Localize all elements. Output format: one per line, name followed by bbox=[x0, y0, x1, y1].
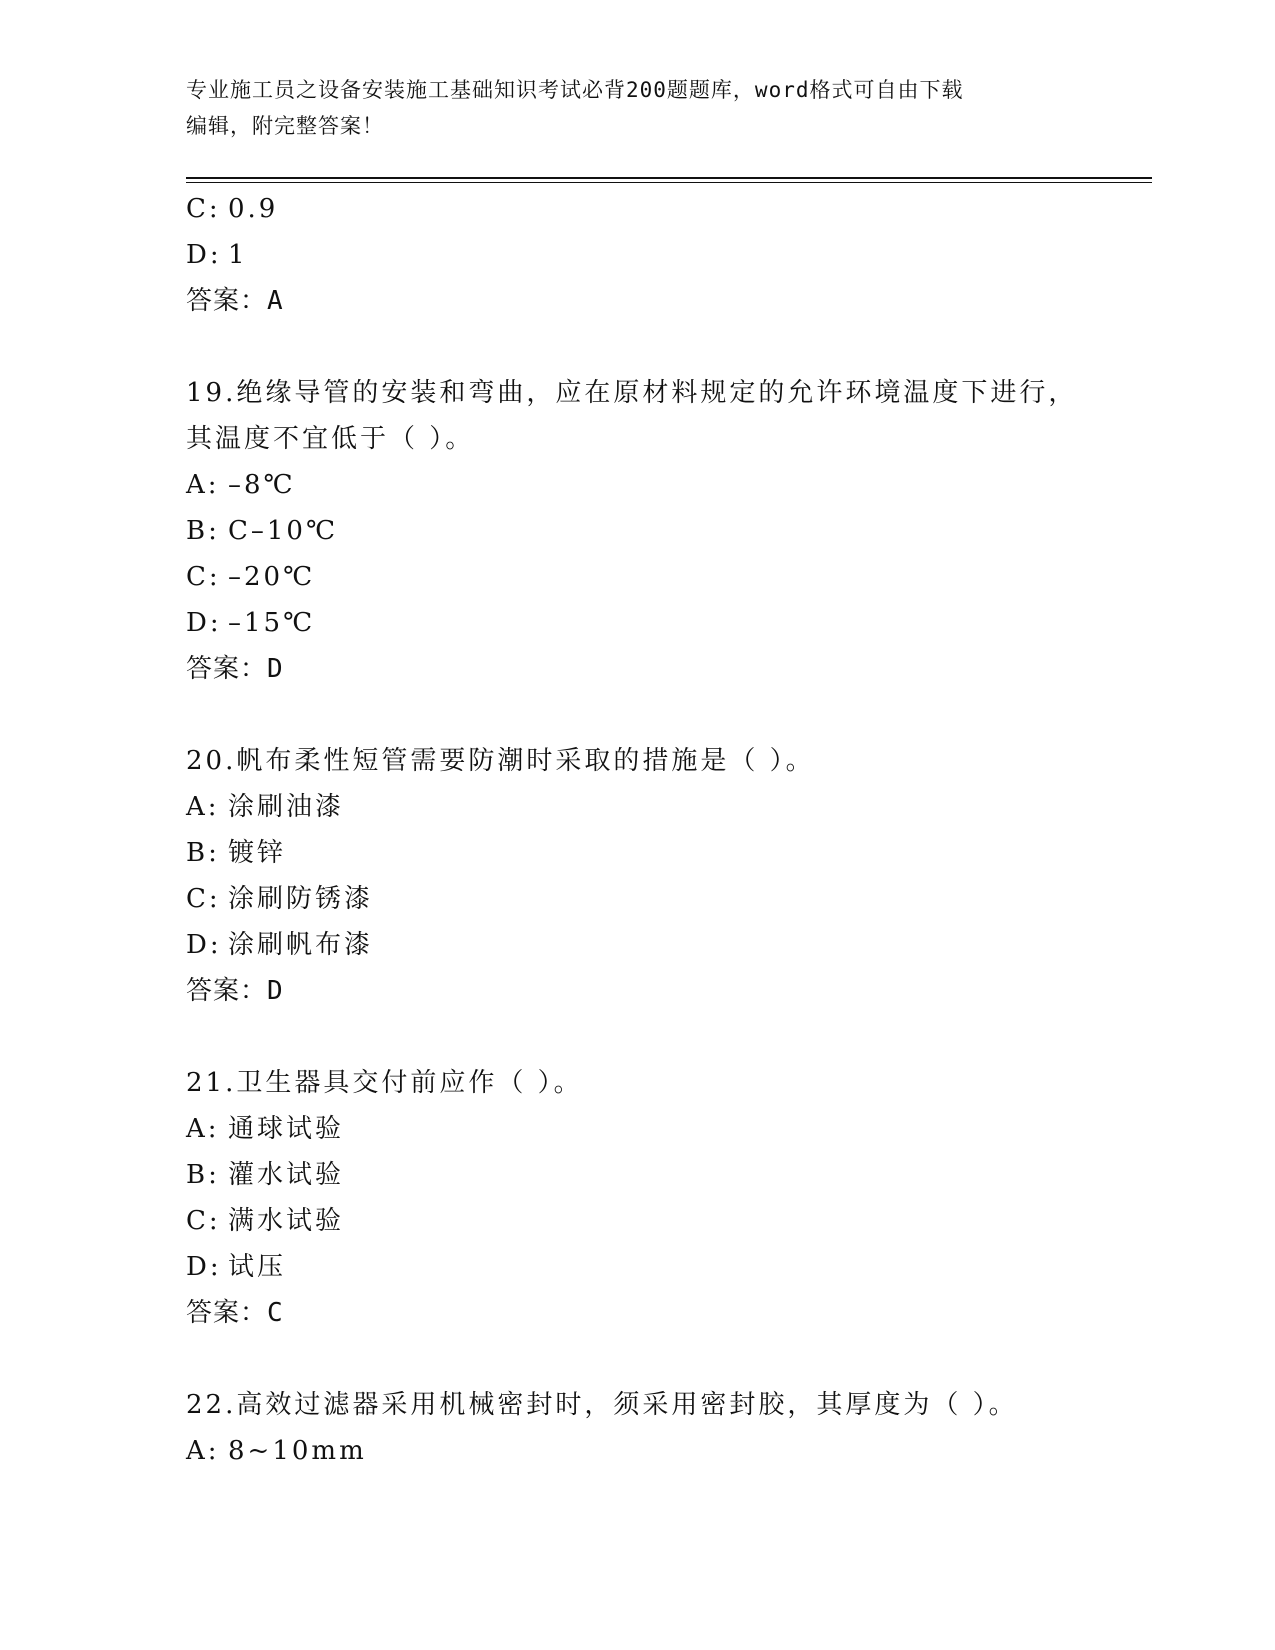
header-divider-thick bbox=[186, 177, 1152, 179]
header-line-1: 专业施工员之设备安装施工基础知识考试必背200题题库，word格式可自由下载 bbox=[186, 78, 964, 102]
option-text: 涂刷油漆 bbox=[228, 792, 345, 822]
option-a bbox=[186, 1428, 1066, 1474]
header-line-2: 编辑，附完整答案！ bbox=[186, 114, 384, 138]
option-d bbox=[186, 1244, 1066, 1290]
option-text: 1 bbox=[228, 240, 248, 270]
spacer bbox=[186, 692, 1066, 738]
option-label: D: bbox=[186, 608, 222, 638]
answer-line: 答案：C bbox=[186, 1298, 284, 1328]
option-label: B: bbox=[186, 1160, 220, 1190]
option-b bbox=[186, 508, 1066, 554]
option-label: A: bbox=[186, 1114, 220, 1144]
option-b bbox=[186, 1152, 1066, 1198]
option-d bbox=[186, 922, 1066, 968]
option-c bbox=[186, 1198, 1066, 1244]
option-text: 灌水试验 bbox=[228, 1160, 345, 1190]
option-text: 镀锌 bbox=[228, 838, 287, 868]
option-label: D: bbox=[186, 240, 222, 270]
option-text: 通球试验 bbox=[228, 1114, 345, 1144]
header-divider-thin bbox=[186, 182, 1152, 183]
option-a bbox=[186, 462, 1066, 508]
option-text: –8℃ bbox=[228, 470, 296, 500]
option-c bbox=[186, 554, 1066, 600]
question-19-stem-line-2: 其温度不宜低于（ ）。 bbox=[186, 424, 475, 454]
option-text: –20℃ bbox=[228, 562, 316, 592]
question-19-stem-line-1: 19.绝缘导管的安装和弯曲，应在原材料规定的允许环境温度下进行， bbox=[186, 378, 1078, 408]
answer-line: 答案：D bbox=[186, 654, 284, 684]
answer-line: 答案：D bbox=[186, 976, 284, 1006]
option-b bbox=[186, 830, 1066, 876]
option-label: C: bbox=[186, 1206, 221, 1236]
option-label: A: bbox=[186, 792, 220, 822]
option-text: 0.9 bbox=[228, 194, 279, 224]
option-text: 试压 bbox=[228, 1252, 287, 1282]
option-label: B: bbox=[186, 516, 220, 546]
option-c bbox=[186, 186, 1066, 232]
option-text: –15℃ bbox=[228, 608, 316, 638]
option-label: A: bbox=[186, 470, 220, 500]
spacer bbox=[186, 1336, 1066, 1382]
option-text: 8~10mm bbox=[228, 1436, 367, 1466]
option-label: C: bbox=[186, 562, 221, 592]
option-a bbox=[186, 1106, 1066, 1152]
option-label: C: bbox=[186, 194, 221, 224]
option-text: 涂刷防锈漆 bbox=[228, 884, 374, 914]
option-label: A: bbox=[186, 1436, 220, 1466]
option-d bbox=[186, 600, 1066, 646]
option-label: D: bbox=[186, 1252, 222, 1282]
page-header bbox=[186, 72, 1066, 144]
option-c bbox=[186, 876, 1066, 922]
question-20-stem: 20.帆布柔性短管需要防潮时采取的措施是（ ）。 bbox=[186, 746, 815, 776]
answer-line: 答案：A bbox=[186, 286, 284, 316]
option-text: C–10℃ bbox=[228, 516, 339, 546]
option-label: B: bbox=[186, 838, 220, 868]
option-d bbox=[186, 232, 1066, 278]
option-label: C: bbox=[186, 884, 221, 914]
question-21-stem: 21.卫生器具交付前应作（ ）。 bbox=[186, 1068, 583, 1098]
option-a bbox=[186, 784, 1066, 830]
option-label: D: bbox=[186, 930, 222, 960]
document-body bbox=[186, 186, 1078, 1474]
spacer bbox=[186, 1014, 1066, 1060]
option-text: 满水试验 bbox=[228, 1206, 345, 1236]
question-22-stem: 22.高效过滤器采用机械密封时，须采用密封胶，其厚度为（ ）。 bbox=[186, 1390, 1018, 1420]
option-text: 涂刷帆布漆 bbox=[228, 930, 374, 960]
spacer bbox=[186, 324, 1066, 370]
